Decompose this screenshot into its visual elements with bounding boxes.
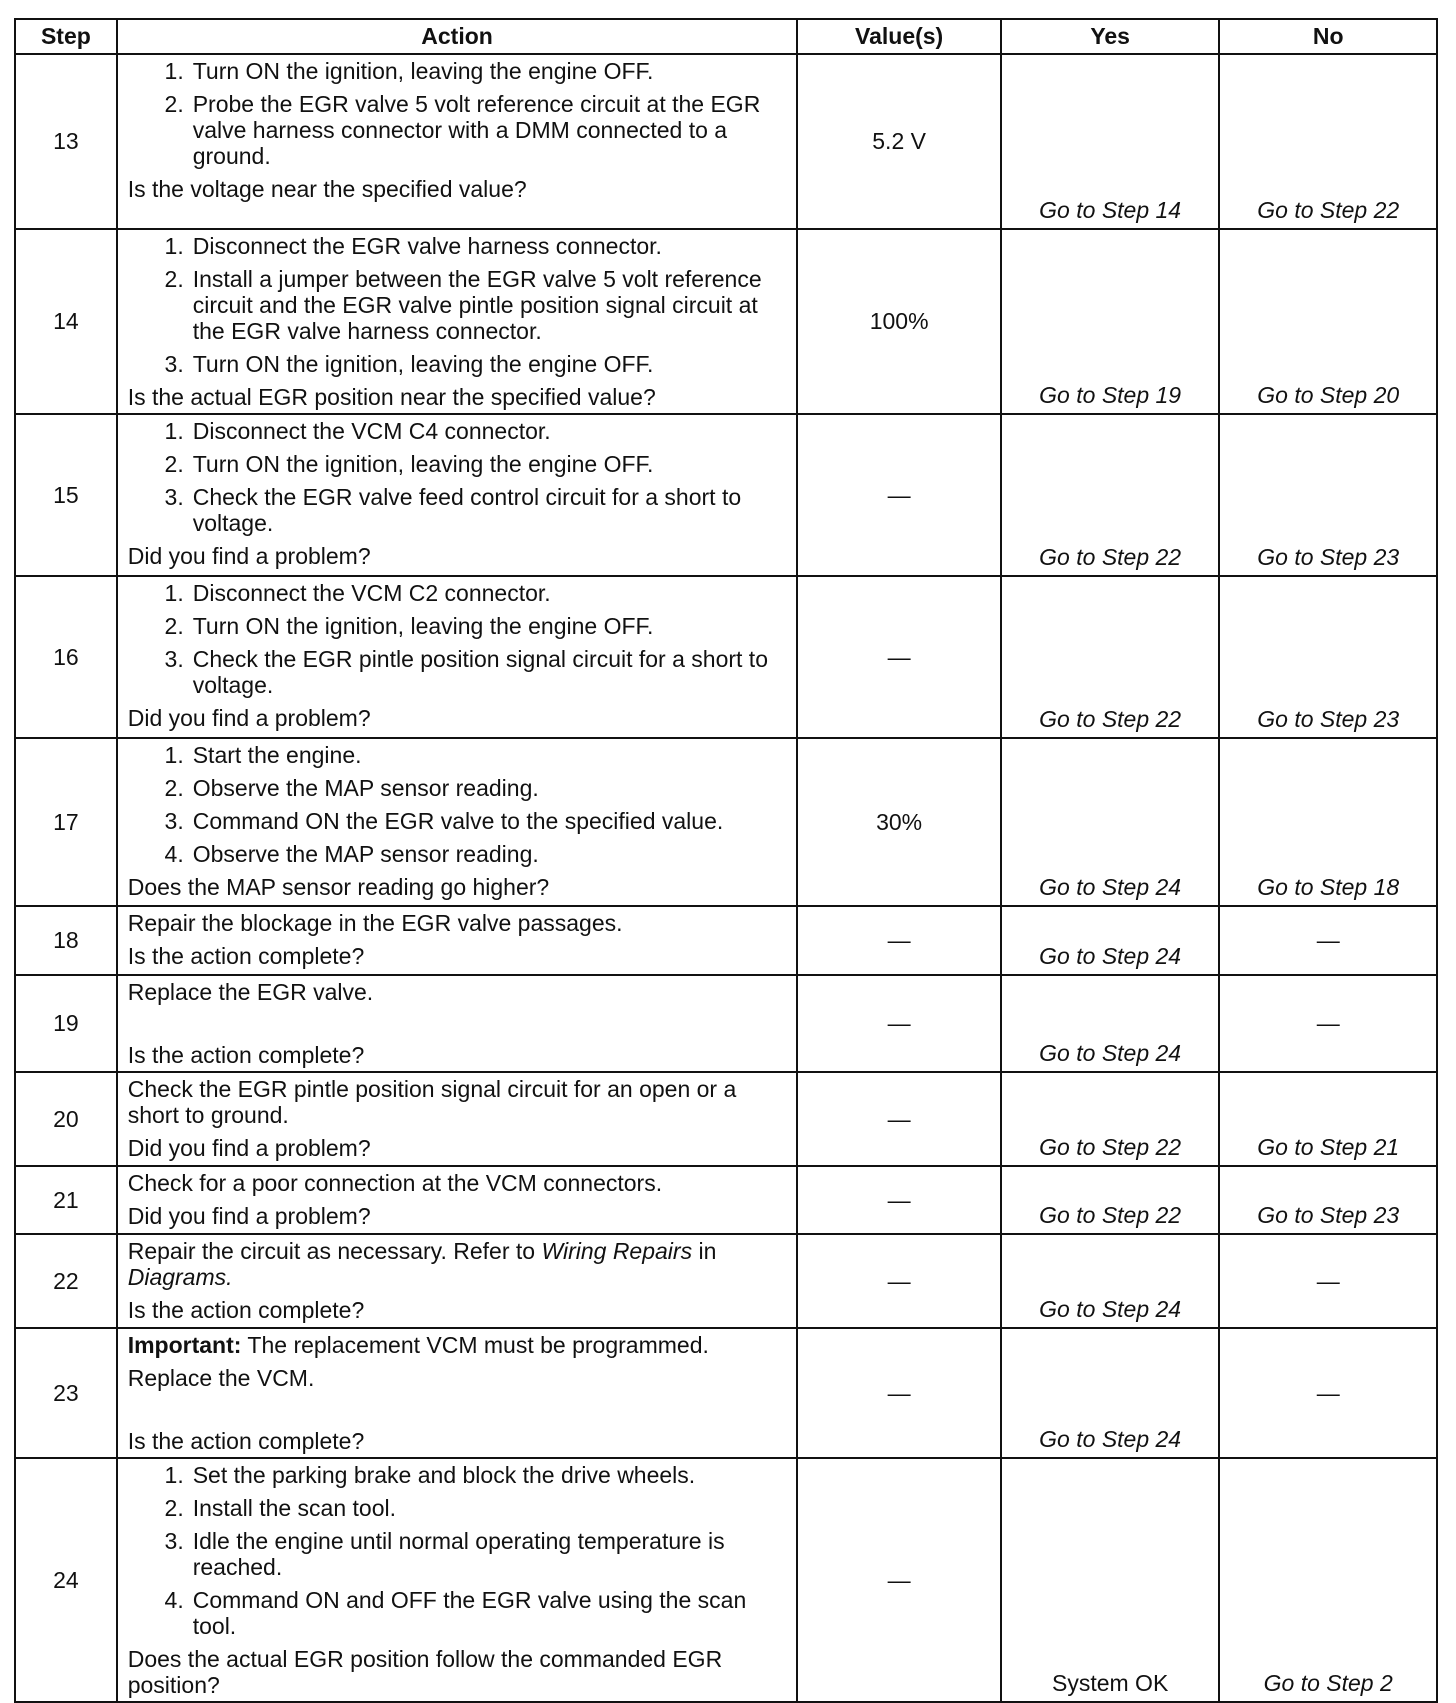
no-cell: —	[1219, 1234, 1437, 1328]
step-number: 19	[15, 975, 117, 1072]
no-cell: Go to Step 23	[1219, 414, 1437, 576]
action-cell	[117, 229, 798, 414]
yes-cell: Go to Step 22	[1001, 1166, 1220, 1234]
action-cell	[117, 1234, 798, 1328]
table-row	[15, 229, 1437, 414]
yes-cell: Go to Step 19	[1001, 229, 1220, 414]
action-question: Is the action complete?	[127, 1297, 365, 1323]
action-cell	[117, 1072, 798, 1166]
list-item: 3. Check the EGR valve feed control circuit for a short to voltage.	[164, 484, 742, 536]
list-item: 3. Turn ON the ignition, leaving the engine OFF.	[164, 351, 654, 377]
action-question: Did you find a problem?	[127, 543, 371, 569]
step-number: 13	[15, 54, 117, 229]
action-cell	[117, 54, 798, 229]
no-cell: Go to Step 18	[1219, 738, 1437, 906]
list-item: 2. Install a jumper between the EGR valve 5 volt reference circuit and the EGR valve pintle position signal circuit at the EGR valve harness connector.	[164, 266, 762, 344]
action-text: Repair the blockage in the EGR valve passages.	[127, 910, 623, 936]
value-cell: —	[797, 414, 1000, 576]
action-text: Check the EGR pintle position signal circuit for an open or a short to ground.	[127, 1076, 737, 1128]
value-cell: —	[797, 1234, 1000, 1328]
step-number: 20	[15, 1072, 117, 1166]
yes-cell: Go to Step 22	[1001, 576, 1220, 738]
list-item: 1. Start the engine.	[164, 742, 362, 768]
header-action: Action	[117, 19, 798, 54]
diagnostic-table	[14, 18, 1438, 1703]
value-cell: —	[797, 1458, 1000, 1702]
action-list	[128, 1462, 791, 1639]
step-number: 17	[15, 738, 117, 906]
yes-cell: Go to Step 24	[1001, 1234, 1220, 1328]
header-no: No	[1219, 19, 1437, 54]
list-item: 3. Command ON the EGR valve to the specified value.	[164, 808, 724, 834]
action-list	[128, 233, 791, 377]
list-item: 4. Command ON and OFF the EGR valve using the scan tool.	[164, 1587, 747, 1639]
no-cell: Go to Step 22	[1219, 54, 1437, 229]
list-item: 4. Observe the MAP sensor reading.	[164, 841, 539, 867]
action-list	[128, 58, 791, 169]
action-list	[128, 580, 791, 698]
no-cell: —	[1219, 906, 1437, 975]
action-cell	[117, 1458, 798, 1702]
action-list	[128, 742, 791, 867]
yes-cell: Go to Step 24	[1001, 738, 1220, 906]
list-item: 1. Set the parking brake and block the drive wheels.	[164, 1462, 696, 1488]
important-note: Important: The replacement VCM must be programmed.	[127, 1332, 709, 1358]
yes-cell: System OK	[1001, 1458, 1220, 1702]
action-question: Is the voltage near the specified value?	[127, 176, 527, 202]
table-row	[15, 1072, 1437, 1166]
step-number: 23	[15, 1328, 117, 1458]
action-cell	[117, 576, 798, 738]
step-number: 18	[15, 906, 117, 975]
step-number: 15	[15, 414, 117, 576]
header-yes: Yes	[1001, 19, 1220, 54]
table-row	[15, 576, 1437, 738]
action-question: Is the action complete?	[127, 1042, 365, 1068]
list-item: 3. Idle the engine until normal operating temperature is reached.	[164, 1528, 725, 1580]
action-text: Replace the EGR valve.	[127, 979, 374, 1005]
step-number: 24	[15, 1458, 117, 1702]
table-row	[15, 414, 1437, 576]
table-row	[15, 975, 1437, 1072]
action-text: Check for a poor connection at the VCM connectors.	[127, 1170, 663, 1196]
action-question: Does the MAP sensor reading go higher?	[127, 874, 550, 900]
table-row	[15, 906, 1437, 975]
no-cell: —	[1219, 1328, 1437, 1458]
step-number: 16	[15, 576, 117, 738]
value-cell: —	[797, 975, 1000, 1072]
header-step: Step	[15, 19, 117, 54]
no-cell: —	[1219, 975, 1437, 1072]
yes-cell: Go to Step 22	[1001, 1072, 1220, 1166]
value-cell: 100%	[797, 229, 1000, 414]
list-item: 1. Turn ON the ignition, leaving the engine OFF.	[164, 58, 654, 84]
value-cell: 5.2 V	[797, 54, 1000, 229]
value-cell: —	[797, 576, 1000, 738]
list-item: 2. Probe the EGR valve 5 volt reference circuit at the EGR valve harness connector with a DMM connected to a ground.	[164, 91, 761, 169]
list-item: 2. Install the scan tool.	[164, 1495, 397, 1521]
no-cell: Go to Step 20	[1219, 229, 1437, 414]
value-cell: 30%	[797, 738, 1000, 906]
action-text: Repair the circuit as necessary. Refer to Wiring Repairs in Diagrams.	[127, 1238, 717, 1290]
action-question: Did you find a problem?	[127, 1135, 371, 1161]
no-cell: Go to Step 2	[1219, 1458, 1437, 1702]
value-cell: —	[797, 906, 1000, 975]
list-item: 2. Turn ON the ignition, leaving the engine OFF.	[164, 451, 654, 477]
table-row	[15, 1328, 1437, 1458]
list-item: 1. Disconnect the VCM C4 connector.	[164, 418, 551, 444]
action-question: Does the actual EGR position follow the commanded EGR position?	[127, 1646, 723, 1698]
action-cell	[117, 906, 798, 975]
action-cell	[117, 1328, 798, 1458]
action-question: Did you find a problem?	[127, 705, 371, 731]
action-cell	[117, 738, 798, 906]
list-item: 2. Turn ON the ignition, leaving the engine OFF.	[164, 613, 654, 639]
action-question: Is the action complete?	[127, 1428, 365, 1454]
action-cell	[117, 975, 798, 1072]
table-row	[15, 54, 1437, 229]
action-list	[128, 418, 791, 536]
yes-cell: Go to Step 14	[1001, 54, 1220, 229]
action-cell	[117, 1166, 798, 1234]
list-item: 3. Check the EGR pintle position signal circuit for a short to voltage.	[164, 646, 768, 698]
yes-cell: Go to Step 24	[1001, 1328, 1220, 1458]
diagrams-ref: Diagrams.	[127, 1264, 233, 1290]
table-row	[15, 738, 1437, 906]
table-row	[15, 1166, 1437, 1234]
header-values: Value(s)	[797, 19, 1000, 54]
yes-cell: Go to Step 24	[1001, 906, 1220, 975]
action-question: Is the actual EGR position near the specified value?	[127, 384, 656, 410]
value-cell: —	[797, 1072, 1000, 1166]
list-item: 1. Disconnect the EGR valve harness connector.	[164, 233, 662, 259]
action-text: Replace the VCM.	[127, 1365, 315, 1391]
wiring-repairs-ref: Wiring Repairs	[541, 1238, 693, 1264]
value-cell: —	[797, 1166, 1000, 1234]
table-row	[15, 1234, 1437, 1328]
step-number: 21	[15, 1166, 117, 1234]
table-row	[15, 1458, 1437, 1702]
no-cell: Go to Step 23	[1219, 1166, 1437, 1234]
action-question: Did you find a problem?	[127, 1203, 371, 1229]
list-item: 2. Observe the MAP sensor reading.	[164, 775, 539, 801]
step-number: 14	[15, 229, 117, 414]
no-cell: Go to Step 23	[1219, 576, 1437, 738]
yes-cell: Go to Step 22	[1001, 414, 1220, 576]
yes-cell: Go to Step 24	[1001, 975, 1220, 1072]
header-row	[15, 19, 1437, 54]
action-question: Is the action complete?	[127, 943, 365, 969]
value-cell: —	[797, 1328, 1000, 1458]
step-number: 22	[15, 1234, 117, 1328]
no-cell: Go to Step 21	[1219, 1072, 1437, 1166]
list-item: 1. Disconnect the VCM C2 connector.	[164, 580, 551, 606]
action-cell	[117, 414, 798, 576]
